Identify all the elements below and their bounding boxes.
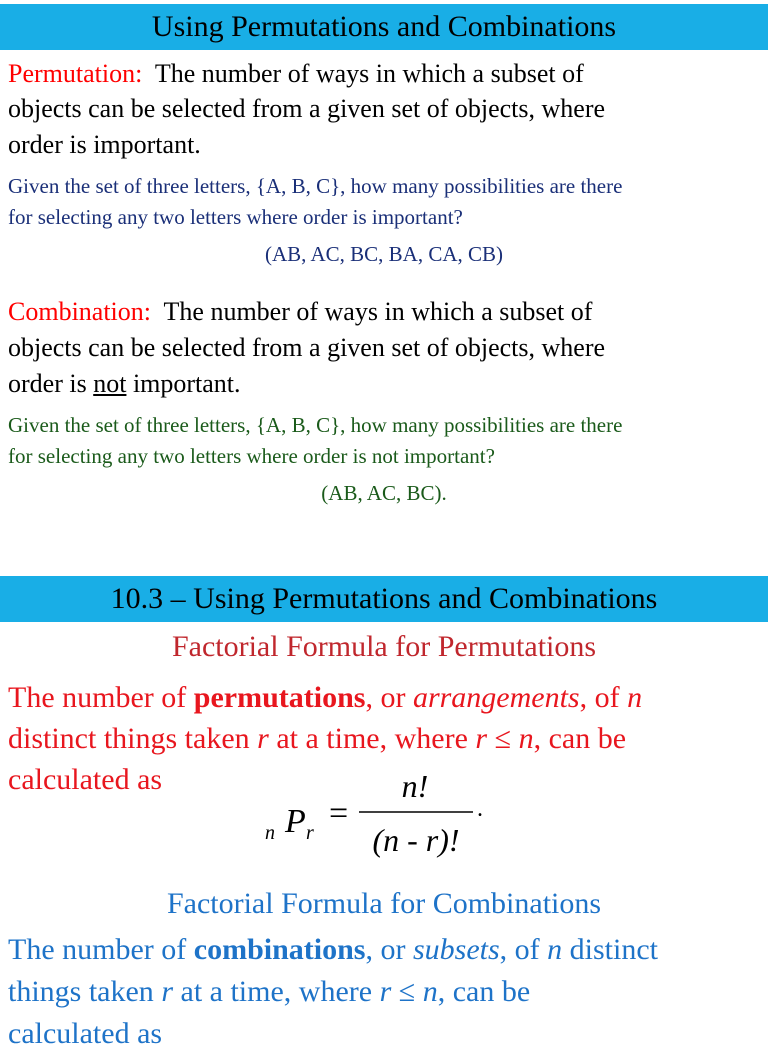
variable-r: r <box>161 975 173 1008</box>
formula-end-period: . <box>477 796 483 822</box>
combination-example-line-2: for selecting any two letters where order is not important? <box>8 444 495 468</box>
variable-r: r <box>379 975 392 1008</box>
formula-numerator: n! <box>401 768 429 804</box>
combination-not-underlined: not <box>93 369 127 398</box>
combination-description-line-1 <box>8 929 658 970</box>
slide-1-title-banner <box>0 4 768 50</box>
combination-example-line-1: Given the set of three letters, {A, B, C}, how many possibilities are there <box>8 413 623 437</box>
variable-r: r <box>475 722 488 755</box>
arrangements-italic: arrangements <box>412 681 580 714</box>
combination-text-3b: important. <box>126 369 241 398</box>
variable-n: n <box>422 975 438 1008</box>
combination-term: Combination: <box>8 297 151 326</box>
text-run: at a time, where <box>268 722 476 755</box>
permutations-bold: permutations <box>193 681 366 714</box>
text-run: at a time, where <box>173 975 380 1008</box>
formula-pre-subscript: n <box>265 822 275 844</box>
text-run: distinct <box>562 933 659 966</box>
permutation-example-line-2: for selecting any two letters where order is important? <box>8 205 463 229</box>
slide-2 <box>0 576 768 1050</box>
permutation-text-1: The number of ways in which a subset of <box>154 59 584 88</box>
permutation-description-line-1 <box>8 677 642 718</box>
text-run: , can be <box>533 722 627 755</box>
text-run: things taken <box>8 975 162 1008</box>
formula-equals: = <box>329 795 349 832</box>
permutation-example-line-1: Given the set of three letters, {A, B, C}, how many possibilities are there <box>8 174 623 198</box>
combination-definition-line-2: objects can be selected from a given set of objects, where <box>8 333 606 362</box>
slide-2-title-banner <box>0 576 768 622</box>
combination-formula-heading: Factorial Formula for Combinations <box>166 887 602 920</box>
text-run: The number of <box>8 933 194 966</box>
text-run: , of <box>499 933 548 966</box>
permutation-term: Permutation: <box>8 59 143 88</box>
text-run: , of <box>579 681 628 714</box>
formula-post-subscript: r <box>306 822 314 844</box>
text-run: , or <box>365 681 413 714</box>
variable-r: r <box>257 722 269 755</box>
combination-description-line-3: calculated as <box>8 1017 163 1050</box>
subsets-italic: subsets <box>412 933 500 966</box>
combination-description-line-2 <box>8 971 530 1012</box>
text-run: The number of <box>8 681 194 714</box>
permutation-description-line-3: calculated as <box>8 763 163 796</box>
variable-n: n <box>627 681 643 714</box>
combination-text-1: The number of ways in which a subset of <box>163 297 593 326</box>
text-run: , or <box>365 933 413 966</box>
permutation-description-line-2 <box>8 718 626 759</box>
text-run: distinct things taken <box>8 722 258 755</box>
less-equal-symbol: ≤ <box>487 722 519 755</box>
variable-n: n <box>518 722 534 755</box>
permutation-definition-line-2: objects can be selected from a given set of objects, where <box>8 94 606 123</box>
slide-1-title: Using Permutations and Combinations <box>151 10 617 43</box>
permutation-definition-line-1 <box>8 56 584 92</box>
combinations-bold: combinations <box>193 933 366 966</box>
permutation-definition-line-3: order is important. <box>8 130 201 159</box>
variable-n: n <box>547 933 563 966</box>
less-equal-symbol: ≤ <box>391 975 423 1008</box>
slide-2-title: 10.3 – Using Permutations and Combinations <box>110 582 658 615</box>
formula-denominator: (n - r)! <box>372 822 460 858</box>
permutation-formula <box>255 762 505 858</box>
permutation-formula-heading: Factorial Formula for Permutations <box>171 630 597 663</box>
combination-answer: (AB, AC, BC). <box>321 481 447 505</box>
combination-definition-line-3 <box>8 366 241 402</box>
combination-text-3a: order is <box>8 369 94 398</box>
permutation-answer: (AB, AC, BC, BA, CA, CB) <box>264 242 504 266</box>
formula-symbol: P <box>285 803 306 840</box>
combination-definition-line-1 <box>8 294 592 330</box>
text-run: , can be <box>437 975 531 1008</box>
